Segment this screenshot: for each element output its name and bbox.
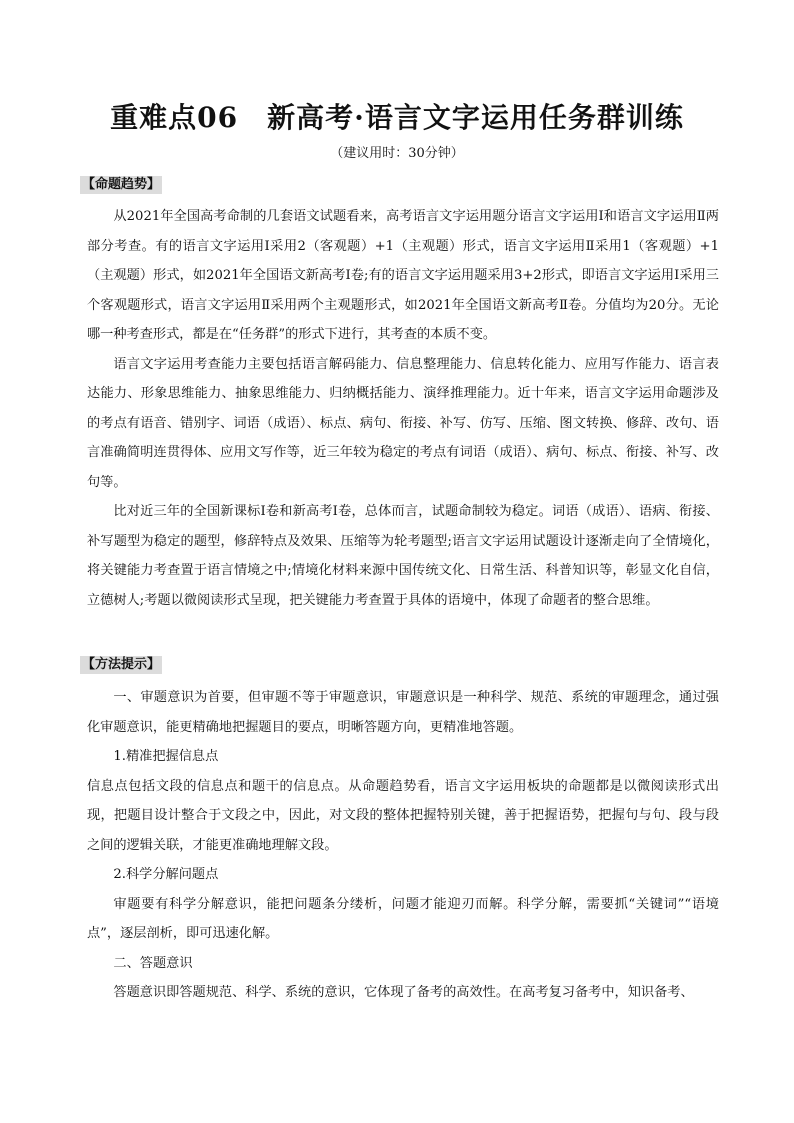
section-trend-body bbox=[87, 202, 719, 615]
subheading: 二、答题意识 bbox=[113, 955, 193, 971]
section-tag-method: 【方法提示】 bbox=[82, 657, 161, 672]
paragraph: 信息点包括文段的信息点和题干的信息点。从命题趋势看，语言文字运用板块的命题都是以微阅读形式出现，把题目设计整合于文段之中，因此，对文段的整体把握特别关键，善于把握语势，把握句与句、段与段之间的逻辑关联，才能更准确地理解文段。 bbox=[87, 778, 719, 853]
page-title: 重难点06 新高考·语言文字运用任务群训练 bbox=[110, 101, 684, 134]
section-tag-trend: 【命题趋势】 bbox=[82, 177, 161, 192]
paragraph: 从2021年全国高考命制的几套语文试题看来，高考语言文字运用题分语言文字运用Ⅰ和语言文字运用Ⅱ两部分考查。有的语言文字运用Ⅰ采用2（客观题）+1（主观题）形式，语言文字运用Ⅱ采用1（客观题）+1（主观题）形式，如2021年全国语文新高考Ⅰ卷;有的语言文字运用题采用3+2形式，即语言文字运用Ⅰ采用三个客观题形式，语言文字运用Ⅱ采用两个主观题形式，如2021年全国语文新高考Ⅱ卷。分值均为20分。无论哪一种考查形式，都是在“任务群”的形式下进行，其考查的本质不变。 bbox=[87, 209, 719, 342]
section-method-body bbox=[87, 683, 719, 1008]
subheading: 2.科学分解问题点 bbox=[113, 867, 219, 882]
paragraph: 答题意识即答题规范、科学、系统的意识，它体现了备考的高效性。在高考复习备考中，知识备考、 bbox=[113, 985, 694, 1000]
paragraph: 审题要有科学分解意识，能把问题条分缕析，问题才能迎刃而解。科学分解，需要抓“关键词”“语境点”，逐层剖析，即可迅速化解。 bbox=[87, 896, 719, 941]
subheading: 1.精准把握信息点 bbox=[113, 749, 219, 764]
paragraph: 比对近三年的全国新课标Ⅰ卷和新高考Ⅰ卷，总体而言，试题命制较为稳定。词语（成语）、语病、衔接、补写题型为稳定的题型，修辞特点及效果、压缩等为轮考题型;语言文字运用试题设计逐渐走向了全情境化，将关键能力考查置于语言情境之中;情境化材料来源中国传统文化、日常生活、科普知识等，彰显文化自信，立德树人;考题以微阅读形式呈现，把关键能力考查置于具体的语境中，体现了命题者的整合思维。 bbox=[87, 504, 719, 608]
page-subtitle: （建议用时：30分钟） bbox=[330, 146, 464, 161]
paragraph: 一、审题意识为首要，但审题不等于审题意识，审题意识是一种科学、规范、系统的审题理念，通过强化审题意识，能更精确地把握题目的要点，明晰答题方向，更精准地答题。 bbox=[87, 690, 719, 735]
paragraph: 语言文字运用考查能力主要包括语言解码能力、信息整理能力、信息转化能力、应用写作能力、语言表达能力、形象思维能力、抽象思维能力、归纳概括能力、演绎推理能力。近十年来，语言文字运用命题涉及的考点有语音、错别字、词语（成语）、标点、病句、衔接、补写、仿写、压缩、图文转换、修辞、改句、语言准确简明连贯得体、应用文写作等，近三年较为稳定的考点有词语（成语）、病句、标点、衔接、补写、改句等。 bbox=[87, 356, 719, 490]
